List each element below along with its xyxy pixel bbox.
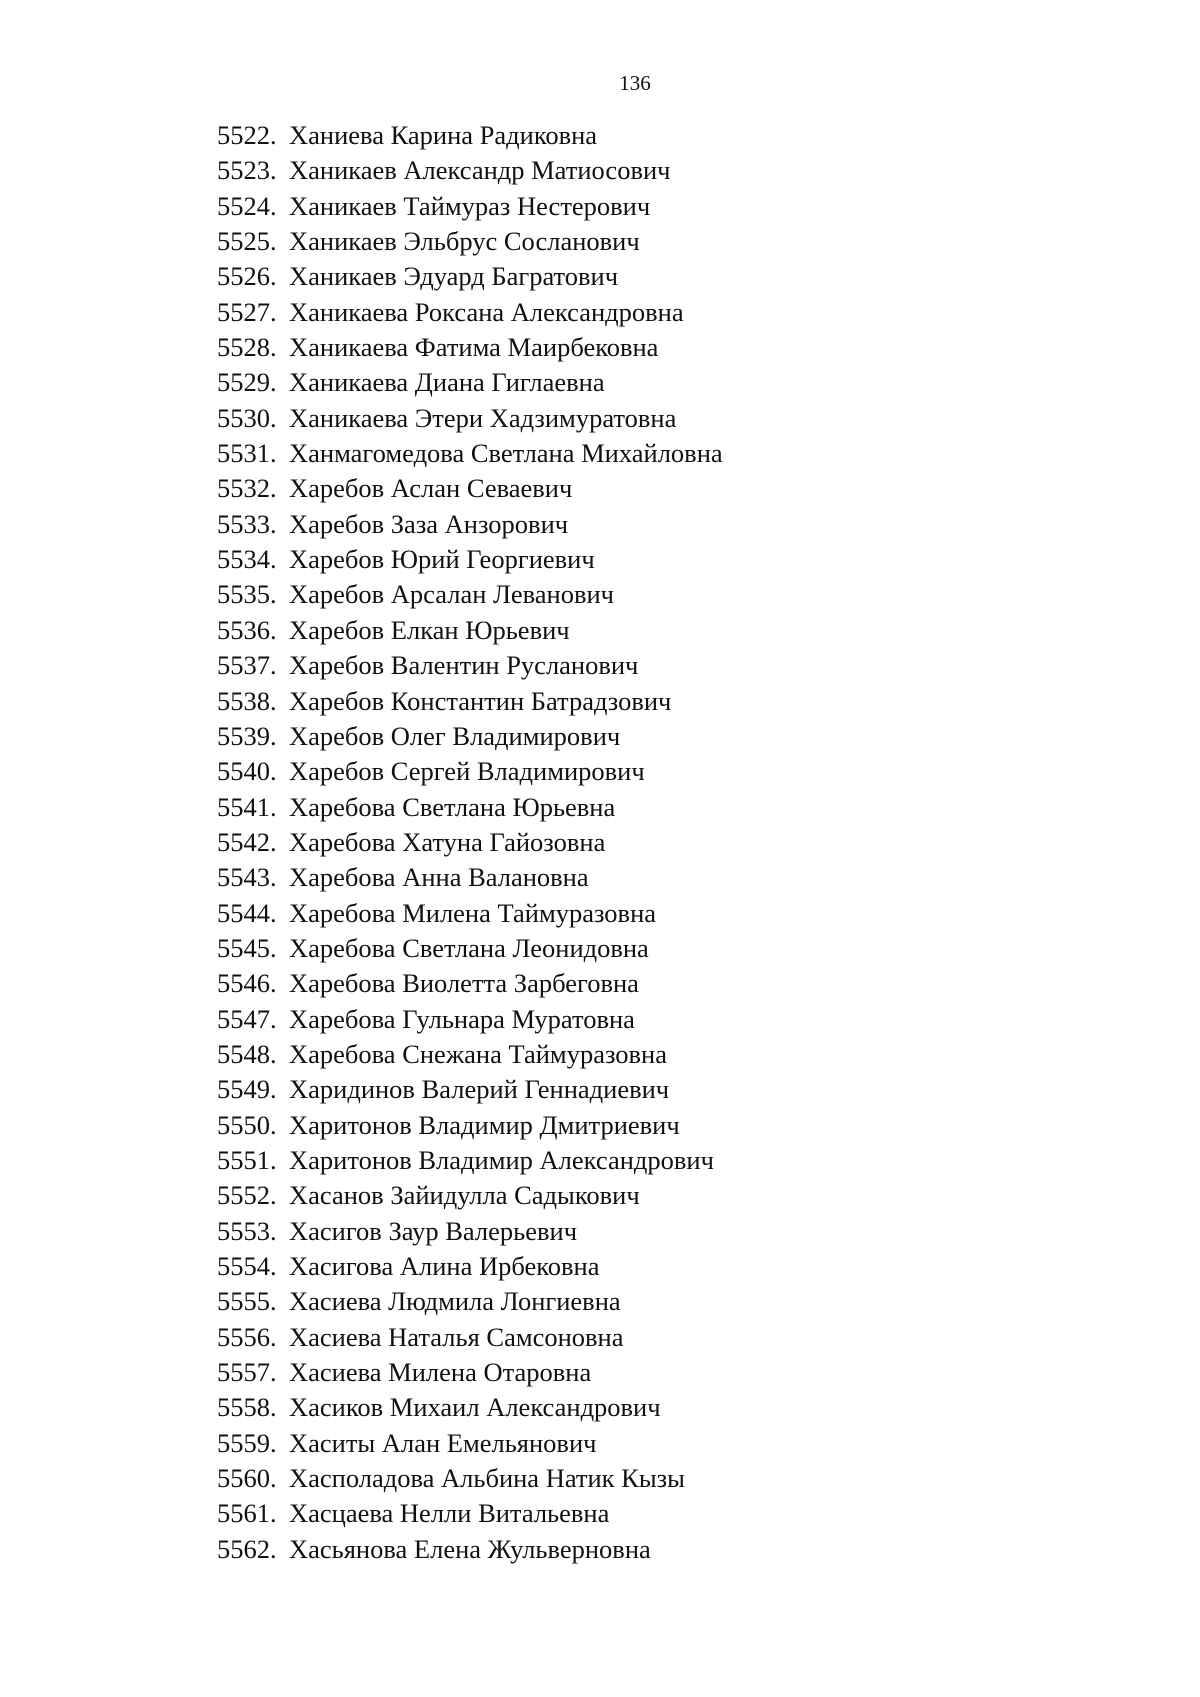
entry-number: 5541.	[217, 791, 277, 822]
entry-full-name: Харебов Валентин Русланович	[289, 650, 639, 681]
entry-number: 5550.	[217, 1109, 277, 1140]
list-item	[217, 966, 723, 1001]
entry-full-name: Харитонов Владимир Александрович	[289, 1144, 714, 1175]
list-item	[217, 684, 723, 719]
list-item	[217, 436, 723, 471]
entry-number: 5554.	[217, 1251, 277, 1281]
list-item	[217, 401, 723, 436]
entry-number: 5525.	[217, 226, 277, 257]
entry-full-name: Ханикаева Этери Хадзимуратовна	[289, 402, 677, 433]
entry-number: 5560.	[217, 1463, 277, 1494]
entry-number: 5556.	[217, 1321, 277, 1352]
entry-number: 5545.	[217, 932, 277, 963]
entry-full-name: Харебов Юрий Георгиевич	[289, 544, 595, 575]
list-item	[217, 931, 723, 966]
entry-number: 5533.	[217, 508, 277, 539]
name-list	[217, 118, 723, 1567]
entry-number: 5522.	[217, 120, 277, 150]
list-item	[217, 189, 723, 224]
list-item	[217, 1108, 723, 1143]
entry-number: 5526.	[217, 261, 277, 292]
list-item	[217, 613, 723, 648]
entry-full-name: Ханикаев Эльбрус Сосланович	[289, 226, 640, 257]
list-item	[217, 1284, 723, 1319]
entry-full-name: Харебов Сергей Владимирович	[289, 756, 645, 787]
entry-full-name: Харебов Константин Батрадзович	[289, 685, 672, 716]
entry-number: 5530.	[217, 402, 277, 433]
entry-full-name: Хасанов Зайидулла Садыкович	[289, 1180, 640, 1211]
list-item	[217, 1214, 723, 1249]
list-item	[217, 295, 723, 330]
entry-number: 5532.	[217, 473, 277, 504]
entry-full-name: Хасиева Наталья Самсоновна	[289, 1321, 624, 1352]
list-item	[217, 1390, 723, 1425]
list-item	[217, 507, 723, 542]
entry-full-name: Ханикаев Эдуард Багратович	[289, 261, 619, 292]
entry-number: 5549.	[217, 1074, 277, 1105]
entry-full-name: Хасигов Заур Валерьевич	[289, 1215, 578, 1246]
entry-full-name: Харебов Арсалан Леванович	[289, 579, 614, 610]
entry-number: 5527.	[217, 296, 277, 327]
entry-number: 5524.	[217, 190, 277, 221]
entry-number: 5531.	[217, 438, 277, 469]
entry-number: 5559.	[217, 1427, 277, 1458]
list-item	[217, 1037, 723, 1072]
entry-full-name: Хасигова Алина Ирбековна	[289, 1251, 600, 1281]
list-item	[217, 153, 723, 188]
entry-number: 5539.	[217, 720, 277, 751]
entry-number: 5546.	[217, 968, 277, 999]
entry-number: 5544.	[217, 897, 277, 928]
entry-number: 5528.	[217, 332, 277, 363]
entry-full-name: Ханикаева Диана Гиглаевна	[289, 367, 605, 398]
entry-number: 5561.	[217, 1498, 277, 1529]
list-item	[217, 1461, 723, 1496]
entry-number: 5558.	[217, 1392, 277, 1423]
entry-number: 5551.	[217, 1144, 277, 1175]
list-item	[217, 1178, 723, 1213]
entry-number: 5557.	[217, 1357, 277, 1388]
list-item	[217, 1249, 723, 1284]
entry-full-name: Ханикаев Таймураз Нестерович	[289, 190, 651, 221]
list-item	[217, 471, 723, 506]
list-item	[217, 896, 723, 931]
entry-number: 5548.	[217, 1038, 277, 1069]
entry-number: 5535.	[217, 579, 277, 610]
page-number: 136	[619, 71, 651, 95]
entry-full-name: Харидинов Валерий Геннадиевич	[289, 1074, 670, 1105]
list-item	[217, 224, 723, 259]
entry-full-name: Ханмагомедова Светлана Михайловна	[289, 438, 723, 469]
entry-full-name: Хасполадова Альбина Натик Кызы	[289, 1463, 685, 1494]
list-item	[217, 577, 723, 612]
list-item	[217, 754, 723, 789]
list-item	[217, 542, 723, 577]
list-item	[217, 860, 723, 895]
entry-number: 5542.	[217, 826, 277, 857]
entry-number: 5540.	[217, 756, 277, 787]
list-item	[217, 1355, 723, 1390]
list-item	[217, 118, 723, 153]
list-item	[217, 719, 723, 754]
list-item	[217, 259, 723, 294]
entry-number: 5553.	[217, 1215, 277, 1246]
entry-number: 5538.	[217, 685, 277, 716]
list-item	[217, 1072, 723, 1107]
entry-full-name: Хасцаева Нелли Витальевна	[289, 1498, 610, 1529]
entry-full-name: Харебова Снежана Таймуразовна	[289, 1038, 667, 1069]
list-item	[217, 1532, 723, 1567]
entry-number: 5543.	[217, 862, 277, 893]
entry-full-name: Хасиков Михаил Александрович	[289, 1392, 661, 1423]
entry-full-name: Ханикаева Фатима Маирбековна	[289, 332, 659, 363]
entry-full-name: Харебов Заза Анзорович	[289, 508, 569, 539]
entry-full-name: Харебова Хатуна Гайозовна	[289, 826, 606, 857]
entry-full-name: Харебов Елкан Юрьевич	[289, 614, 570, 645]
entry-full-name: Хасьянова Елена Жульверновна	[289, 1533, 651, 1564]
list-item	[217, 790, 723, 825]
entry-full-name: Харебова Светлана Юрьевна	[289, 791, 616, 822]
entry-full-name: Хаситы Алан Емельянович	[289, 1427, 597, 1458]
entry-full-name: Хасиева Милена Отаровна	[289, 1357, 592, 1388]
entry-number: 5534.	[217, 544, 277, 575]
entry-full-name: Харебова Светлана Леонидовна	[289, 932, 649, 963]
entry-full-name: Ханикаев Александр Матиосович	[289, 155, 671, 186]
entry-number: 5555.	[217, 1286, 277, 1317]
list-item	[217, 825, 723, 860]
list-item	[217, 1426, 723, 1461]
list-item	[217, 330, 723, 365]
entry-number: 5547.	[217, 1003, 277, 1034]
entry-number: 5536.	[217, 614, 277, 645]
entry-number: 5529.	[217, 367, 277, 398]
list-item	[217, 1143, 723, 1178]
list-item	[217, 365, 723, 400]
entry-full-name: Хасиева Людмила Лонгиевна	[289, 1286, 621, 1317]
entry-full-name: Харебова Виолетта Зарбеговна	[289, 968, 639, 999]
entry-number: 5523.	[217, 155, 277, 186]
entry-full-name: Харебова Гульнара Муратовна	[289, 1003, 635, 1034]
entry-full-name: Харитонов Владимир Дмитриевич	[289, 1109, 680, 1140]
entry-full-name: Харебова Милена Таймуразовна	[289, 897, 657, 928]
entry-full-name: Харебов Аслан Севаевич	[289, 473, 573, 504]
entry-full-name: Ханикаева Роксана Александровна	[289, 296, 684, 327]
list-item	[217, 648, 723, 683]
entry-number: 5562.	[217, 1533, 277, 1564]
entry-number: 5537.	[217, 650, 277, 681]
list-item	[217, 1002, 723, 1037]
entry-full-name: Харебов Олег Владимирович	[289, 720, 621, 751]
list-item	[217, 1496, 723, 1531]
entry-number: 5552.	[217, 1180, 277, 1211]
entry-full-name: Ханиева Карина Радиковна	[289, 120, 598, 150]
list-item	[217, 1320, 723, 1355]
entry-full-name: Харебова Анна Валановна	[289, 862, 589, 893]
